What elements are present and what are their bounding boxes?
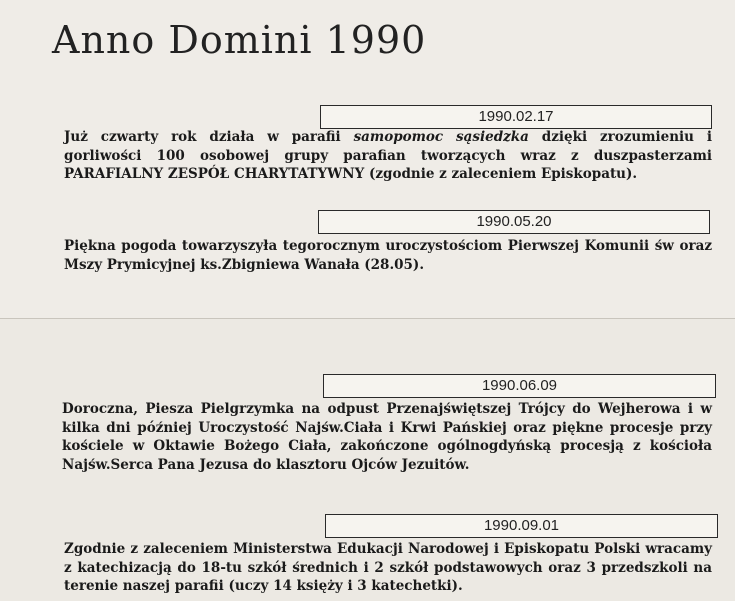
- entry-date-1: 1990.02.17: [320, 105, 712, 129]
- entry-text-1-part-d: PARAFIALNY ZESPÓŁ CHARYTATYWNY: [64, 166, 365, 182]
- entry-text-1-part-b: samopomoc sąsiedzka: [353, 129, 529, 145]
- page-title: Anno Domini 1990: [52, 18, 427, 62]
- entry-date-2: 1990.05.20: [318, 210, 710, 234]
- entry-text-1-part-a: Już czwarty rok działa w parafii: [64, 129, 354, 145]
- entry-text-1: [64, 128, 712, 184]
- entry-text-1-part-c: dzięki zrozumieniu i gorliwości 100 osobowej grupy parafian tworzących wraz z duszpasterzami: [64, 129, 712, 164]
- entry-date-3: 1990.06.09: [323, 374, 716, 398]
- entry-text-3: Doroczna, Piesza Pielgrzymka na odpust Przenajświętszej Trójcy do Wejherowa i w kilka dni później Uroczystość Najśw.Ciała i Krwi Pańskiej oraz piękne procesje przy kościele w Oktawie Bożego Ciała, zakończone ogólnogdyńską procesją z kościoła Najśw.Serca Pana Jezusa do klasztoru Ojców Jezuitów.: [62, 401, 712, 473]
- entry-text-4: Zgodnie z zaleceniem Ministerstwa Edukacji Narodowej i Episkopatu Polski wracamy z katechizacją do 18-tu szkół średnich i 2 szkół podstawowych oraz 3 przedszkoli na terenie naszej parafii (uczy 14 księży i 3 katechetki).: [64, 541, 712, 594]
- entry-text-1-part-e: (zgodnie z zaleceniem Episkopatu).: [364, 166, 638, 182]
- entry-text-2: Piękna pogoda towarzyszyła tegorocznym uroczystościom Pierwszej Komunii św oraz Mszy Prymicyjnej ks.Zbigniewa Wanała (28.05).: [64, 238, 712, 273]
- entry-date-4: 1990.09.01: [325, 514, 718, 538]
